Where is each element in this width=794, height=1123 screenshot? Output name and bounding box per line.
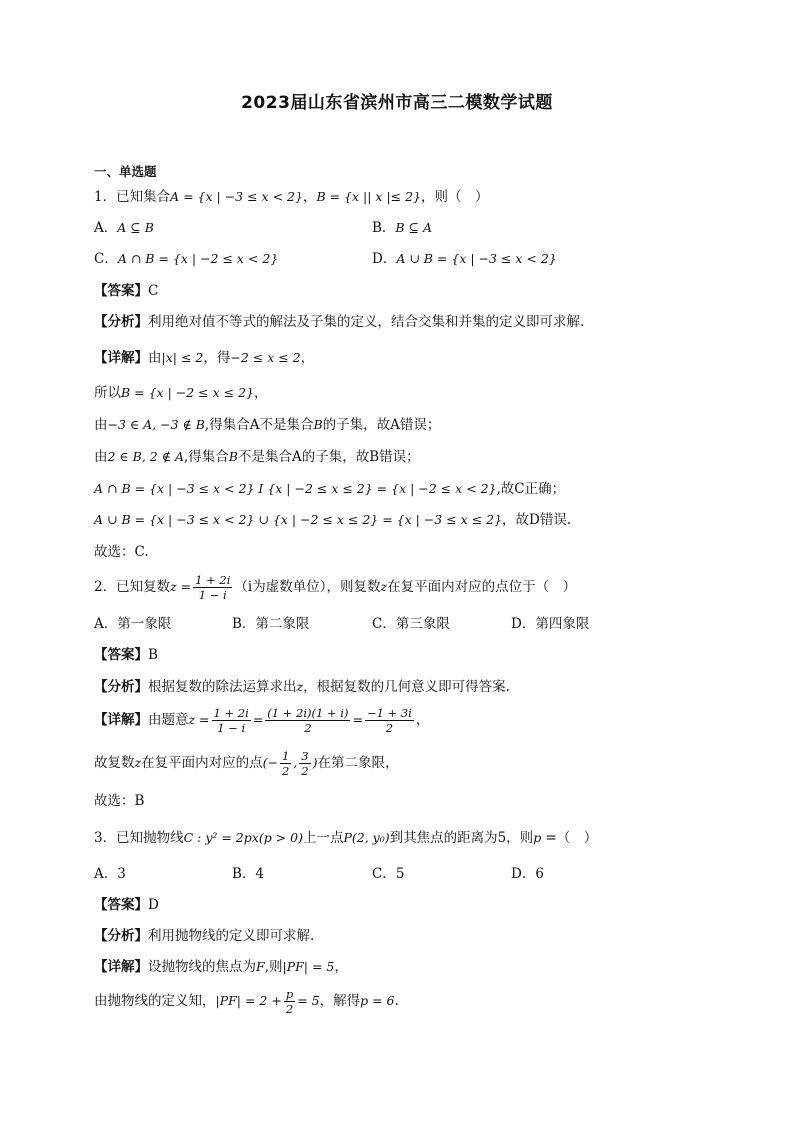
q3-option-c: C．5: [372, 866, 405, 882]
text: 在第二象限，: [317, 755, 399, 771]
answer-tag: 【答案】: [94, 647, 148, 663]
text: 上一点: [302, 830, 344, 846]
q1-option-c: [94, 250, 278, 268]
q2-option-a: A．第一象限: [94, 616, 172, 632]
open-paren: (−: [262, 755, 278, 770]
numerator: 1 + 2i: [195, 573, 231, 587]
text: ,得集合A不是集合: [204, 417, 314, 433]
q2-detail-line-2: [94, 746, 398, 780]
math: = 5: [297, 993, 320, 1008]
q1-detail-line-5: [94, 480, 565, 498]
detail-tag: 【详解】: [94, 712, 148, 728]
numerator: p: [285, 987, 294, 1001]
answer-tag: 【答案】: [94, 897, 148, 913]
detail-tag: 【详解】: [94, 959, 148, 975]
fraction: [284, 987, 295, 1016]
q3-detail-line-2: [94, 984, 399, 1018]
q1-set-a: A = {x | −3 ≤ x < 2}: [170, 189, 303, 204]
fraction: [265, 706, 350, 735]
equals-sign: =: [352, 712, 363, 727]
analysis-text: 利用抛物线的定义即可求解.: [148, 928, 315, 944]
answer-value: B: [148, 647, 158, 663]
equals-sign: =: [252, 712, 264, 727]
text: =（ ）: [541, 830, 598, 846]
text: ，故D错误.: [502, 512, 572, 528]
option-math: A ⊆ B: [117, 220, 154, 235]
q1-option-a: [94, 219, 154, 237]
q3-option-a: A．3: [94, 866, 126, 882]
option-letter: A．: [94, 220, 118, 236]
q3-option-d: D．6: [511, 866, 544, 882]
comma: ,: [293, 755, 298, 770]
text: .: [394, 993, 399, 1009]
text: ，得: [203, 350, 231, 366]
text: ，: [254, 385, 268, 401]
numerator: −1 + 3i: [366, 706, 412, 720]
math: p = 6: [360, 993, 395, 1008]
q3-detail-line-1: [94, 958, 348, 976]
q1-comma: ，: [302, 189, 317, 205]
fraction: [212, 706, 251, 735]
math: C : y² = 2px(p > 0): [183, 830, 303, 845]
numerator: 1 + 2i: [213, 706, 249, 720]
q1-option-b: [372, 219, 432, 237]
text: 设抛物线的焦点为: [148, 959, 256, 975]
math: A ∪ B = {x | −3 ≤ x < 2} ∪ {x | −2 ≤ x ≤ 2} = {x | −3 ≤ x ≤ 2}: [94, 512, 503, 527]
q1-stem: [94, 188, 489, 206]
math: z: [296, 679, 304, 694]
q2-option-b: B．第二象限: [232, 616, 310, 632]
denominator: 1 − i: [217, 721, 246, 735]
q1-conclusion: 故选：C.: [94, 544, 149, 560]
page-title: 2023届山东省滨州市高三二模数学试题: [241, 93, 553, 113]
option-math: A ∪ B = {x | −3 ≤ x < 2}: [396, 251, 557, 266]
text: 故复数: [94, 755, 135, 771]
fraction: [299, 749, 310, 778]
q3-option-b: B．4: [232, 866, 265, 882]
fraction: [280, 749, 291, 778]
text: 不是集合A的子集，故B错误；: [237, 449, 420, 465]
q1-detail-line-1: [94, 349, 314, 367]
text: （i为虚数单位），则复数: [234, 579, 381, 595]
q1-detail-line-4: [94, 448, 420, 466]
text: ，: [415, 712, 430, 728]
q2-analysis: [94, 678, 510, 696]
q2-option-d: D．第四象限: [511, 616, 590, 632]
denominator: 2: [281, 764, 290, 778]
q1-stem-end: ，则（ ）: [421, 189, 489, 205]
math: −3 ∈ A, −3 ∉ B: [107, 417, 205, 432]
math: 2 ∈ B, 2 ∉ A: [107, 449, 184, 464]
detail-tag: 【详解】: [94, 350, 148, 366]
text: ,得集合: [183, 449, 229, 465]
math: A ∩ B = {x | −3 ≤ x < 2} I {x | −2 ≤ x ≤ 2} = {x | −2 ≤ x < 2}: [94, 481, 497, 496]
math: |x| ≤ 2: [161, 350, 204, 365]
q2-stem: [94, 570, 576, 604]
math: F: [256, 959, 265, 974]
denominator: 1 − i: [198, 588, 227, 602]
math: z: [380, 579, 388, 594]
option-math: B ⊆ A: [395, 220, 433, 235]
text: 的子集，故A错误；: [322, 417, 441, 433]
answer-value: C: [148, 283, 159, 299]
text: ,故C正确；: [496, 481, 566, 497]
math: P(2, y₀): [343, 830, 390, 845]
q1-stem-text: 1．已知集合: [94, 189, 171, 205]
text: ，解得: [319, 993, 361, 1009]
math: −2 ≤ x ≤ 2: [230, 350, 301, 365]
answer-value: D: [148, 897, 159, 913]
fraction: [193, 573, 232, 602]
analysis-tag: 【分析】: [94, 314, 148, 330]
option-letter: B．: [372, 220, 396, 236]
q3-analysis: [94, 927, 314, 945]
text: ，: [334, 959, 348, 975]
math: z: [134, 755, 142, 770]
text: 到其焦点的距离为5，则: [389, 830, 534, 846]
q1-option-d: [372, 250, 557, 268]
q1-set-b: B = {x || x |≤ 2}: [316, 189, 422, 204]
denominator: 2: [385, 721, 394, 735]
q2-detail-line-1: [94, 703, 429, 737]
analysis-tag: 【分析】: [94, 928, 148, 944]
text: 在复平面内对应的点: [141, 755, 263, 771]
math: |PF| = 2 +: [215, 993, 282, 1008]
analysis-text: 利用绝对值不等式的解法及子集的定义，结合交集和并集的定义即可求解.: [148, 314, 585, 330]
option-math: A ∩ B = {x | −2 ≤ x < 2}: [117, 251, 279, 266]
q1-detail-line-2: [94, 384, 268, 402]
q1-detail-line-3: [94, 416, 440, 434]
close-paren: ): [312, 755, 318, 770]
numerator: 1: [281, 749, 290, 763]
text: 3．已知抛物线: [94, 830, 184, 846]
text: ,则: [264, 959, 283, 975]
fraction: [365, 706, 414, 735]
math: |PF| = 5: [282, 959, 335, 974]
text: ，根据复数的几何意义即可得答案.: [303, 679, 510, 695]
text: 在复平面内对应的点位于（ ）: [387, 579, 577, 595]
numerator: 3: [301, 749, 309, 763]
text: 由: [148, 350, 162, 366]
q1-answer: [94, 282, 158, 300]
section-heading: 一、单选题: [94, 164, 157, 179]
answer-tag: 【答案】: [94, 283, 148, 299]
q2-answer: [94, 646, 158, 664]
q3-answer: [94, 896, 159, 914]
math: B: [313, 417, 323, 432]
math: B: [228, 449, 238, 464]
option-letter: D．: [372, 251, 397, 267]
q2-option-c: C．第三象限: [372, 616, 450, 632]
numerator: (1 + 2i)(1 + i): [267, 706, 349, 720]
denominator: 2: [285, 1002, 294, 1016]
text: ，: [300, 350, 315, 366]
text: 根据复数的除法运算求出: [148, 679, 297, 695]
text: 所以: [94, 385, 121, 401]
math: z =: [188, 712, 210, 727]
q2-conclusion: 故选：B: [94, 793, 145, 809]
q1-analysis: [94, 313, 584, 331]
q3-stem: [94, 829, 597, 847]
math: p: [533, 830, 542, 845]
option-letter: C．: [94, 251, 118, 267]
math: z =: [170, 579, 192, 594]
denominator: 2: [304, 721, 312, 735]
text: 2．已知复数: [94, 579, 171, 595]
q1-detail-line-6: [94, 511, 571, 529]
text: 由: [94, 417, 108, 433]
text: 由抛物线的定义知，: [94, 993, 216, 1009]
text: 由: [94, 449, 108, 465]
denominator: 2: [301, 764, 309, 778]
analysis-tag: 【分析】: [94, 679, 148, 695]
math: B = {x | −2 ≤ x ≤ 2}: [121, 385, 254, 400]
text: 由题意: [148, 712, 189, 728]
